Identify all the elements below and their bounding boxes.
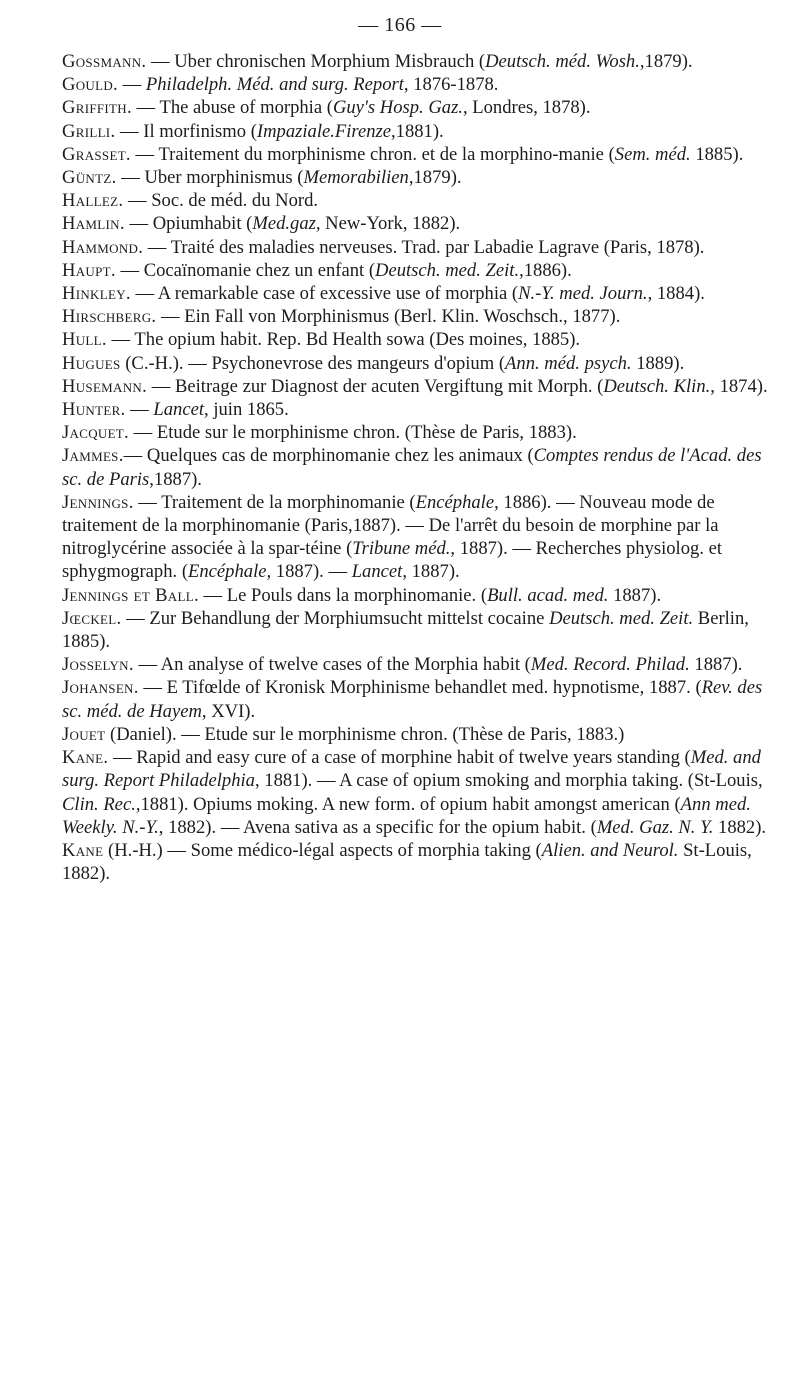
entry-text: ,1881). Opiums moking. A new form. of opium habit amongst american ( — [135, 793, 681, 815]
entry-text: — Cocaïnomanie chez un enfant ( — [115, 259, 376, 281]
entry-text: — — [125, 399, 154, 421]
entry-source-title: Med.gaz, — [252, 213, 321, 235]
entry-text: , 1887). — [402, 561, 460, 583]
entry-text: — Traitement du morphinisme chron. et de la morphino-manie ( — [130, 143, 615, 165]
entry-author: Jennings et Ball. — [62, 584, 199, 606]
entry-text: — E Tifœlde of Kronisk Morphinisme behandlet med. hypnotisme, 1887. ( — [138, 677, 702, 699]
bibliography-entry — [62, 723, 768, 746]
entry-source-title: Sem. méd. — [614, 143, 691, 165]
entry-author: Hull. — [62, 329, 107, 351]
entry-source-title: Clin. Rec. — [62, 793, 136, 815]
entry-author: Hamlin. — [62, 213, 125, 235]
entry-text: 1887). — [689, 654, 743, 676]
entry-text: , 1886). — Nouveau mode de traitement de la morphinomanie (Paris,1887). — De l'arrêt du besoin de morphine par la nitroglycérine associée à la spar-téine ( — [62, 491, 719, 560]
entry-text: — Le Pouls dans la morphinomanie. ( — [198, 584, 488, 606]
page-number: — 166 — — [358, 14, 442, 36]
entry-text: — Il morfinismo ( — [115, 120, 257, 142]
entry-author: Hirschberg. — [62, 306, 157, 328]
bibliography-entry — [62, 398, 768, 421]
entry-source-title: Med. Gaz. N. Y. — [596, 816, 714, 838]
entry-text: Berlin, 1885). — [62, 607, 749, 653]
entry-text: (Daniel). — Etude sur le morphinisme chron. (Thèse de Paris, 1883.) — [105, 723, 625, 745]
entry-text: — Zur Behandlung der Morphiumsucht mittelst cocaine — [121, 607, 550, 629]
entry-text: (C.-H.). — Psychonevrose des mangeurs d'opium ( — [120, 352, 506, 374]
entry-text: ,1881). — [391, 120, 444, 142]
entry-source-title: Impaziale.Firenze — [256, 120, 391, 142]
entry-author: Jouet — [62, 723, 106, 745]
entry-text: — — [117, 74, 146, 96]
entry-text: 1882). — [713, 816, 767, 838]
bibliography-entry — [62, 676, 768, 722]
entry-source-title: Rev. des sc. méd. de Hayem — [62, 677, 763, 722]
entry-text: — The abuse of morphia ( — [131, 97, 333, 119]
entry-author: Güntz. — [62, 167, 117, 189]
entry-source-title: Deutsch. med. Zeit. — [549, 607, 694, 629]
entry-text: 1889). — [631, 352, 685, 374]
entry-text: , 1882). — Avena sativa as a specific for the opium habit. ( — [158, 816, 597, 838]
bibliography-entry — [62, 444, 768, 490]
bibliography-entry — [62, 236, 768, 259]
entry-source-title: Bull. acad. med. — [487, 584, 609, 606]
entry-text: — Etude sur le morphinisme chron. (Thèse de Paris, 1883). — [129, 422, 577, 444]
entry-text: — The opium habit. Rep. Bd Health sowa (Des moines, 1885). — [106, 329, 581, 351]
entry-author: Jœckel. — [62, 607, 122, 629]
entry-author: Hugues — [62, 352, 121, 374]
entry-text: , 1881). — A case of opium smoking and morphia taking. (St-Louis, — [254, 770, 763, 792]
entry-source-title: N.-Y. med. Journ. — [518, 283, 648, 305]
entry-text: — Beitrage zur Diagnost der acuten Vergiftung mit Morph. ( — [147, 375, 604, 397]
entry-text: ,1879). — [408, 167, 462, 189]
entry-text: — Traitement de la morphinomanie ( — [133, 491, 416, 513]
entry-source-title: Lancet — [351, 561, 403, 583]
entry-source-title: Lancet, — [153, 399, 209, 421]
entry-author: Jennings. — [62, 491, 134, 513]
entry-text: — Opiumhabit ( — [124, 213, 253, 235]
entry-text: , 1876-1878. — [403, 74, 499, 96]
bibliography-entry — [62, 607, 768, 653]
bibliography-entry — [62, 212, 768, 235]
bibliography-entry — [62, 166, 768, 189]
bibliography-entry — [62, 50, 768, 73]
bibliography-entry — [62, 143, 768, 166]
entry-author: Hinkley. — [62, 283, 131, 305]
entry-text: — Quelques cas de morphinomanie chez les animaux ( — [123, 445, 534, 467]
bibliography-entry — [62, 839, 768, 885]
entry-source-title: Ann. méd. psych. — [505, 352, 632, 374]
entry-author: Hallez. — [62, 190, 124, 212]
bibliography-entry — [62, 282, 768, 305]
entry-text: juin 1865. — [208, 399, 289, 421]
entry-author: Jacquet. — [62, 422, 130, 444]
entry-text: New-York, 1882). — [320, 213, 461, 235]
entry-text: — An analyse of twelve cases of the Morphia habit ( — [133, 654, 531, 676]
bibliography-entry — [62, 305, 768, 328]
entry-text: , XVI). — [201, 700, 256, 722]
entry-source-title: Tribune méd. — [352, 538, 451, 560]
bibliography-entry — [62, 73, 768, 96]
entry-text: 1887). — — [271, 561, 352, 583]
entry-author: Kane. — [62, 747, 109, 769]
entry-author: Haupt. — [62, 259, 116, 281]
entry-text: 1885). — [690, 143, 744, 165]
entry-source-title: Memorabilien — [303, 167, 409, 189]
entry-source-title: Guy's Hosp. Gaz. — [332, 97, 463, 119]
entry-author: Hammond. — [62, 236, 144, 258]
entry-source-title: Philadelph. Méd. and surg. Report — [145, 74, 404, 96]
entry-text: — Rapid and easy cure of a case of morphine habit of twelve years standing ( — [108, 747, 691, 769]
entry-text: — Ein Fall von Morphinismus (Berl. Klin. Woschsch., 1877). — [156, 306, 621, 328]
entry-source-title: Deutsch. med. Zeit. — [375, 259, 520, 281]
entry-text: St-Louis, 1882). — [62, 839, 752, 885]
bibliography-entry — [62, 421, 768, 444]
bibliography-entry — [62, 259, 768, 282]
entry-author: Kane — [62, 839, 104, 861]
entry-text: , 1884). — [647, 283, 705, 305]
entry-text: , 1874). — [710, 375, 768, 397]
entry-author: Grilli. — [62, 120, 116, 142]
entry-author: Jammes. — [62, 445, 124, 467]
entry-text: (H.-H.) — Some médico-légal aspects of morphia taking ( — [103, 839, 542, 861]
entry-source-title: Encéphale, — [188, 561, 272, 583]
entry-author: Johansen. — [62, 677, 139, 699]
entry-text: — Uber morphinismus ( — [116, 167, 304, 189]
entry-source-title: Med. and surg. Report Philadelphia — [62, 747, 761, 792]
entry-source-title: Ann med. Weekly. N.-Y. — [62, 793, 751, 838]
entry-source-title: Comptes rendus de l'Acad. des sc. de Paris — [62, 445, 762, 490]
entry-text: — Traité des maladies nerveuses. Trad. par Labadie Lagrave (Paris, 1878). — [143, 236, 705, 258]
bibliography-list — [62, 50, 768, 885]
entry-author: Hunter. — [62, 399, 126, 421]
entry-text: ,1886). — [519, 259, 572, 281]
entry-source-title: Med. Record. Philad. — [530, 654, 690, 676]
bibliography-entry — [62, 328, 768, 351]
entry-text: , 1887). — Recherches physiolog. et sphygmograph. ( — [62, 538, 723, 583]
entry-text: — Uber chronischen Morphium Misbrauch ( — [146, 51, 486, 72]
entry-text: — A remarkable case of excessive use of morphia ( — [130, 283, 519, 305]
bibliography-entry — [62, 96, 768, 119]
bibliography-entry — [62, 653, 768, 676]
bibliography-entry — [62, 746, 768, 839]
entry-author: Gould. — [62, 74, 118, 96]
entry-source-title: Deutsch. méd. Wosh. — [485, 51, 640, 72]
entry-text: 1887). — [608, 584, 662, 606]
entry-author: Josselyn. — [62, 654, 134, 676]
entry-author: Gossmann. — [62, 51, 147, 72]
bibliography-entry — [62, 352, 768, 375]
entry-author: Griffith. — [62, 97, 132, 119]
entry-text: ,1879). — [639, 51, 693, 72]
entry-author: Husemann. — [62, 375, 148, 397]
entry-source-title: Deutsch. Klin. — [603, 375, 711, 397]
bibliography-entry — [62, 120, 768, 143]
bibliography-entry — [62, 375, 768, 398]
bibliography-entry — [62, 584, 768, 607]
entry-source-title: Encéphale — [415, 491, 495, 513]
bibliography-entry — [62, 491, 768, 584]
entry-text: ,1887). — [149, 468, 202, 490]
entry-text: , Londres, 1878). — [462, 97, 591, 119]
entry-source-title: Alien. and Neurol. — [541, 839, 679, 861]
entry-text: — Soc. de méd. du Nord. — [123, 190, 319, 212]
bibliography-entry — [62, 189, 768, 212]
entry-author: Grasset. — [62, 143, 131, 165]
